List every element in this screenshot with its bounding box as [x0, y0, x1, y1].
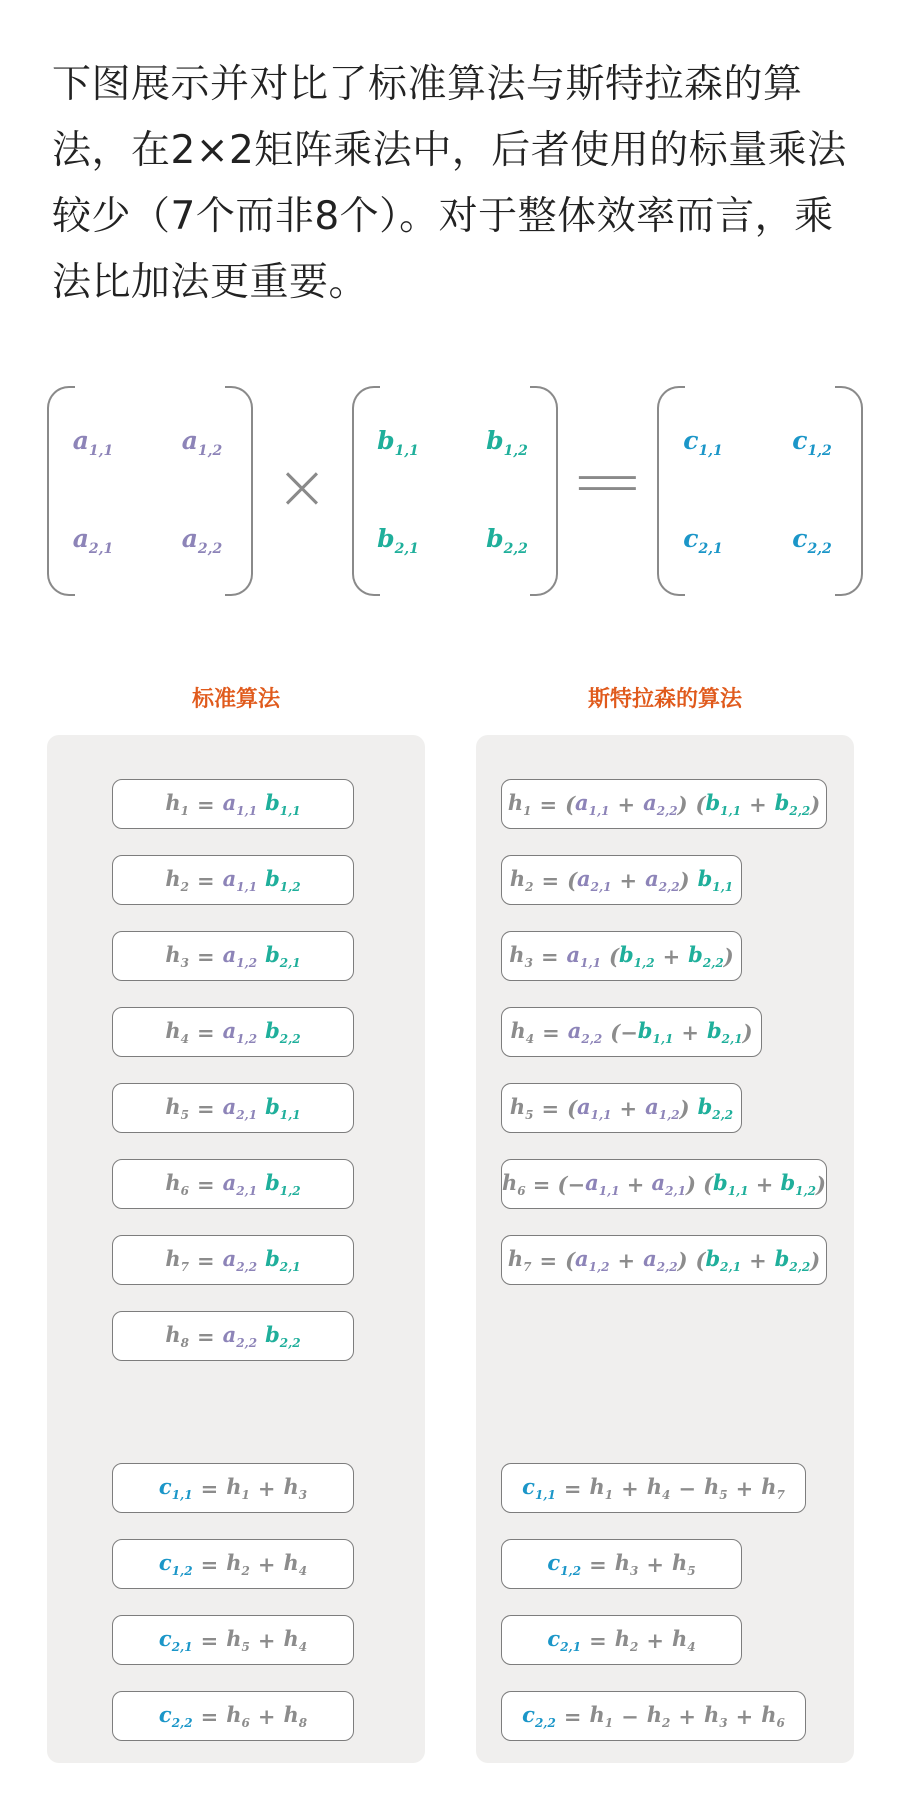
matrix-a-cell: $a_{2,1}$: [72, 524, 114, 557]
strassen-result: $c_{2,2}$ = $h_1$ − $h_2$ + $h_3$ + $h_6$: [501, 1691, 806, 1741]
standard-product: $h_1$ = $a_{1,1}$ $b_{1,1}$: [112, 779, 354, 829]
standard-product: $h_2$ = $a_{1,1}$ $b_{1,2}$: [112, 855, 354, 905]
equals-symbol: =: [569, 440, 646, 522]
matrix-c-cell: $c_{1,1}$: [683, 426, 723, 459]
left-bracket: [47, 386, 75, 596]
matrix-a-cell: $a_{1,1}$: [72, 426, 114, 459]
left-bracket: [657, 386, 685, 596]
matrix-b: [352, 386, 558, 594]
strassen-product: $h_4$ = $a_{2,2}$ ( − $b_{1,1}$ + $b_{2,1}$ ): [501, 1007, 762, 1057]
standard-result: $c_{2,2}$ = $h_6$ + $h_8$: [112, 1691, 354, 1741]
standard-heading: 标准算法: [191, 687, 280, 712]
matrix-b-cell: $b_{2,2}$: [486, 524, 528, 557]
strassen-product: $h_7$ = ( $a_{1,2}$ + $a_{2,2}$ ) ( $b_{2,1}$ + $b_{2,2}$ ): [501, 1235, 827, 1285]
standard-product: $h_5$ = $a_{2,1}$ $b_{1,1}$: [112, 1083, 354, 1133]
intro-paragraph: 下图展示并对比了标准算法与斯特拉森的算法，在2×2矩阵乘法中，后者使用的标量乘法较少（7个而非8个）。对于整体效率而言，乘法比加法更重要。: [52, 62, 847, 305]
matrix-a: [47, 386, 253, 594]
strassen-heading: 斯特拉森的算法: [587, 687, 742, 712]
matrix-a-cell: $a_{2,2}$: [181, 524, 223, 557]
standard-product: $h_8$ = $a_{2,2}$ $b_{2,2}$: [112, 1311, 354, 1361]
times-symbol: ×: [276, 450, 328, 523]
strassen-product: $h_5$ = ( $a_{1,1}$ + $a_{1,2}$ ) $b_{2,2}$: [501, 1083, 742, 1133]
matrix-a-cell: $a_{1,2}$: [181, 426, 223, 459]
right-bracket: [530, 386, 558, 596]
strassen-result: $c_{1,1}$ = $h_1$ + $h_4$ − $h_5$ + $h_7$: [501, 1463, 806, 1513]
strassen-product: $h_3$ = $a_{1,1}$ ( $b_{1,2}$ + $b_{2,2}$ ): [501, 931, 742, 981]
strassen-result: $c_{2,1}$ = $h_2$ + $h_4$: [501, 1615, 742, 1665]
standard-result: $c_{1,2}$ = $h_2$ + $h_4$: [112, 1539, 354, 1589]
strassen-product: $h_1$ = ( $a_{1,1}$ + $a_{2,2}$ ) ( $b_{1,1}$ + $b_{2,2}$ ): [501, 779, 827, 829]
standard-product: $h_7$ = $a_{2,2}$ $b_{2,1}$: [112, 1235, 354, 1285]
standard-result: $c_{2,1}$ = $h_5$ + $h_4$: [112, 1615, 354, 1665]
matrix-b-cell: $b_{1,1}$: [377, 426, 419, 459]
right-bracket: [835, 386, 863, 596]
matrix-c-cell: $c_{1,2}$: [792, 426, 832, 459]
matrix-c-cell: $c_{2,1}$: [683, 524, 723, 557]
strassen-product: $h_2$ = ( $a_{2,1}$ + $a_{2,2}$ ) $b_{1,1}$: [501, 855, 742, 905]
standard-result: $c_{1,1}$ = $h_1$ + $h_3$: [112, 1463, 354, 1513]
matrix-c-cell: $c_{2,2}$: [792, 524, 832, 557]
right-bracket: [225, 386, 253, 596]
standard-product: $h_3$ = $a_{1,2}$ $b_{2,1}$: [112, 931, 354, 981]
standard-product: $h_4$ = $a_{1,2}$ $b_{2,2}$: [112, 1007, 354, 1057]
matrix-b-cell: $b_{1,2}$: [486, 426, 528, 459]
matrix-b-cell: $b_{2,1}$: [377, 524, 419, 557]
strassen-result: $c_{1,2}$ = $h_3$ + $h_5$: [501, 1539, 742, 1589]
strassen-product: $h_6$ = ( − $a_{1,1}$ + $a_{2,1}$ ) ( $b_{1,1}$ + $b_{1,2}$ ): [501, 1159, 827, 1209]
standard-product: $h_6$ = $a_{2,1}$ $b_{1,2}$: [112, 1159, 354, 1209]
left-bracket: [352, 386, 380, 596]
matrix-c: [657, 386, 863, 594]
